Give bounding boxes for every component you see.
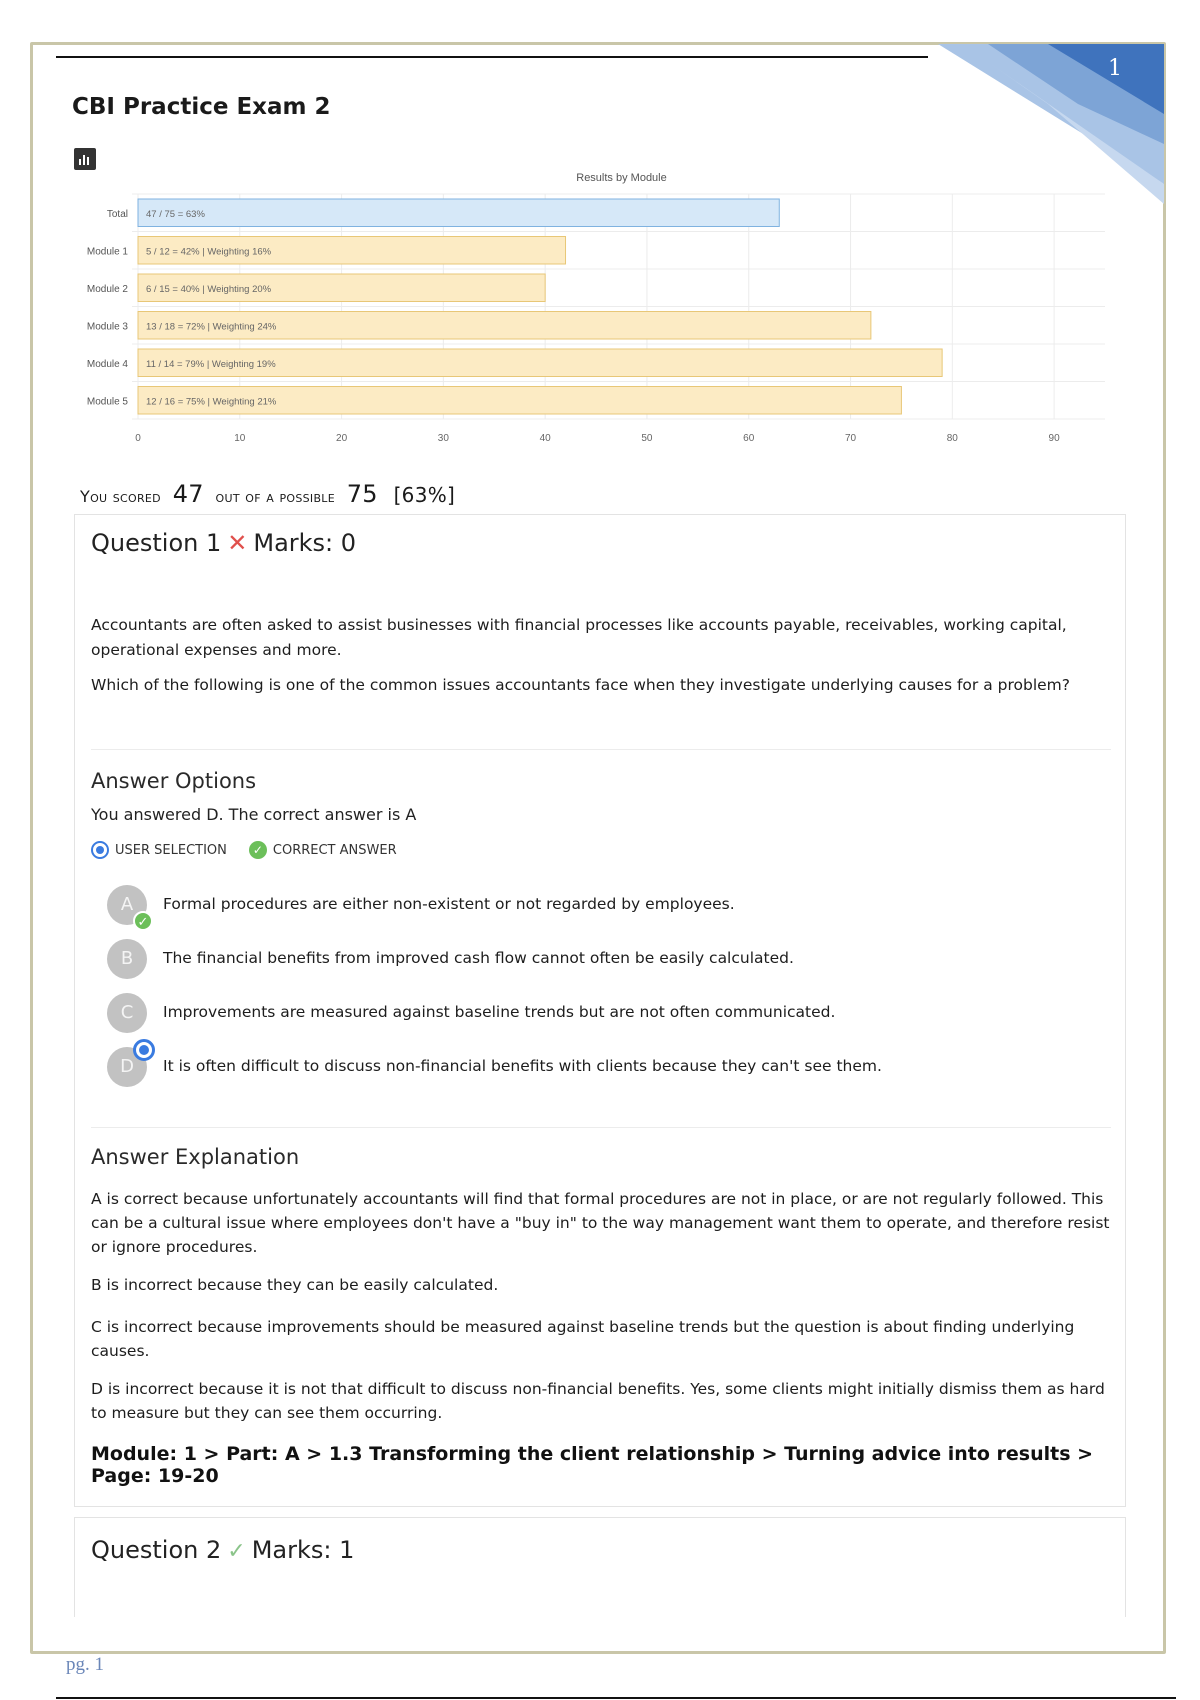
option-text: Improvements are measured against baseline trends but are not often communicated. — [163, 1003, 836, 1021]
score-value: 47 — [172, 480, 204, 508]
score-out-of-label: out of a possible — [215, 487, 335, 506]
x-tick-label: 0 — [135, 433, 141, 444]
option-letter: B — [107, 939, 147, 979]
x-tick-label: 80 — [946, 433, 958, 444]
x-tick-label: 30 — [437, 433, 449, 444]
user-selection-icon — [133, 1039, 155, 1061]
answer-options-heading: Answer Options — [91, 769, 257, 793]
answer-legend — [91, 839, 419, 861]
check-circle-icon: ✓ — [249, 841, 267, 859]
option-letter: C — [107, 993, 147, 1033]
x-tick-label: 20 — [336, 433, 348, 444]
answered-summary: You answered D. The correct answer is A — [91, 805, 417, 824]
footer-page-label: pg. 1 — [66, 1654, 104, 1675]
x-tick-label: 70 — [844, 433, 857, 444]
score-summary — [80, 480, 455, 508]
question-1-card — [74, 514, 1126, 1507]
bar-data-label: 13 / 18 = 72% | Weighting 24% — [146, 321, 277, 333]
option-text: Formal procedures are either non-existent or not regarded by employees. — [163, 895, 735, 913]
question-1-marks: Marks: 0 — [253, 529, 357, 557]
page-number: 1 — [1108, 56, 1122, 81]
x-mark-icon: ✕ — [227, 529, 248, 557]
x-tick-label: 90 — [1048, 433, 1060, 444]
option-letter: A — [107, 885, 147, 925]
bar-data-label: 11 / 14 = 79% | Weighting 19% — [146, 358, 276, 370]
explanation-d: D is incorrect because it is not that difficult to discuss non-financial benefits. Yes, some clients might initially dismiss them as hard to measure but they can see them occurring. — [91, 1380, 1105, 1422]
exam-title: CBI Practice Exam 2 — [72, 94, 331, 120]
check-mark-icon: ✓ — [227, 1539, 246, 1564]
correct-check-icon: ✓ — [133, 911, 153, 931]
bar-data-label: 12 / 16 = 75% | Weighting 21% — [146, 396, 277, 408]
footer-rule — [56, 1697, 1176, 1699]
category-label: Total — [106, 208, 128, 220]
category-label: Module 5 — [86, 396, 128, 408]
x-tick-label: 40 — [539, 433, 551, 444]
legend-correct-answer: ✓ CORRECT ANSWER — [249, 841, 397, 859]
explanation-b: B is incorrect because they can be easily calculated. — [91, 1276, 499, 1294]
option-letter: D — [107, 1047, 147, 1087]
category-label: Module 4 — [86, 358, 128, 370]
x-tick-label: 10 — [234, 433, 246, 444]
explanation-a: A is correct because unfortunately accountants will find that formal procedures are not in place, or are not regularly followed. This can be a cultural issue where employees don't have a "buy in" to the way management want them to operate, and therefore resist or ignore procedures. — [91, 1190, 1110, 1256]
header-rule — [56, 56, 928, 58]
option-a[interactable] — [107, 885, 1107, 929]
score-possible: 75 — [346, 480, 378, 508]
bar-data-label: 47 / 75 = 63% — [146, 208, 205, 220]
legend-user-selection: USER SELECTION — [91, 841, 227, 859]
option-d[interactable] — [107, 1047, 1107, 1091]
question-1-header — [91, 529, 356, 557]
x-tick-label: 50 — [641, 433, 653, 444]
x-tick-label: 60 — [743, 433, 755, 444]
category-label: Module 1 — [86, 246, 128, 258]
category-label: Module 2 — [86, 283, 128, 295]
divider — [91, 1127, 1111, 1128]
score-percent: [63%] — [393, 483, 456, 507]
bar-chart-icon[interactable] — [74, 148, 96, 170]
question-1-stem-question: Which of the following is one of the common issues accountants face when they investigate underlying causes for a problem? — [91, 676, 1070, 694]
chart-title: Results by Module — [576, 172, 667, 184]
explanation-c: C is incorrect because improvements should be measured against baseline trends but the question is about finding underlying causes. — [91, 1318, 1075, 1360]
score-label: You scored — [80, 487, 161, 506]
question-2-marks: Marks: 1 — [251, 1536, 355, 1564]
question-2-title: Question 2 — [91, 1536, 222, 1564]
radio-selected-icon — [91, 841, 109, 859]
question-1-title: Question 1 — [91, 529, 222, 557]
bar-data-label: 5 / 12 = 42% | Weighting 16% — [146, 246, 272, 258]
bar-data-label: 6 / 15 = 40% | Weighting 20% — [146, 283, 272, 295]
question-1-stem-intro: Accountants are often asked to assist businesses with financial processes like accounts payable, receivables, working capital, operational expenses and more. — [91, 616, 1067, 659]
option-c[interactable] — [107, 993, 1107, 1037]
category-label: Module 3 — [86, 321, 128, 333]
option-text: It is often difficult to discuss non-financial benefits with clients because they can't see them. — [163, 1057, 882, 1075]
option-text: The financial benefits from improved cash flow cannot often be easily calculated. — [163, 949, 794, 967]
question-2-card — [74, 1517, 1126, 1617]
bar — [138, 199, 779, 227]
option-b[interactable] — [107, 939, 1107, 983]
answer-explanation-heading: Answer Explanation — [91, 1145, 300, 1169]
question-2-header — [91, 1536, 354, 1564]
module-reference: Module: 1 > Part: A > 1.3 Transforming the client relationship > Turning advice into results > Page: 19-20 — [91, 1443, 1094, 1487]
divider — [91, 749, 1111, 750]
results-by-module-chart — [60, 172, 1140, 480]
